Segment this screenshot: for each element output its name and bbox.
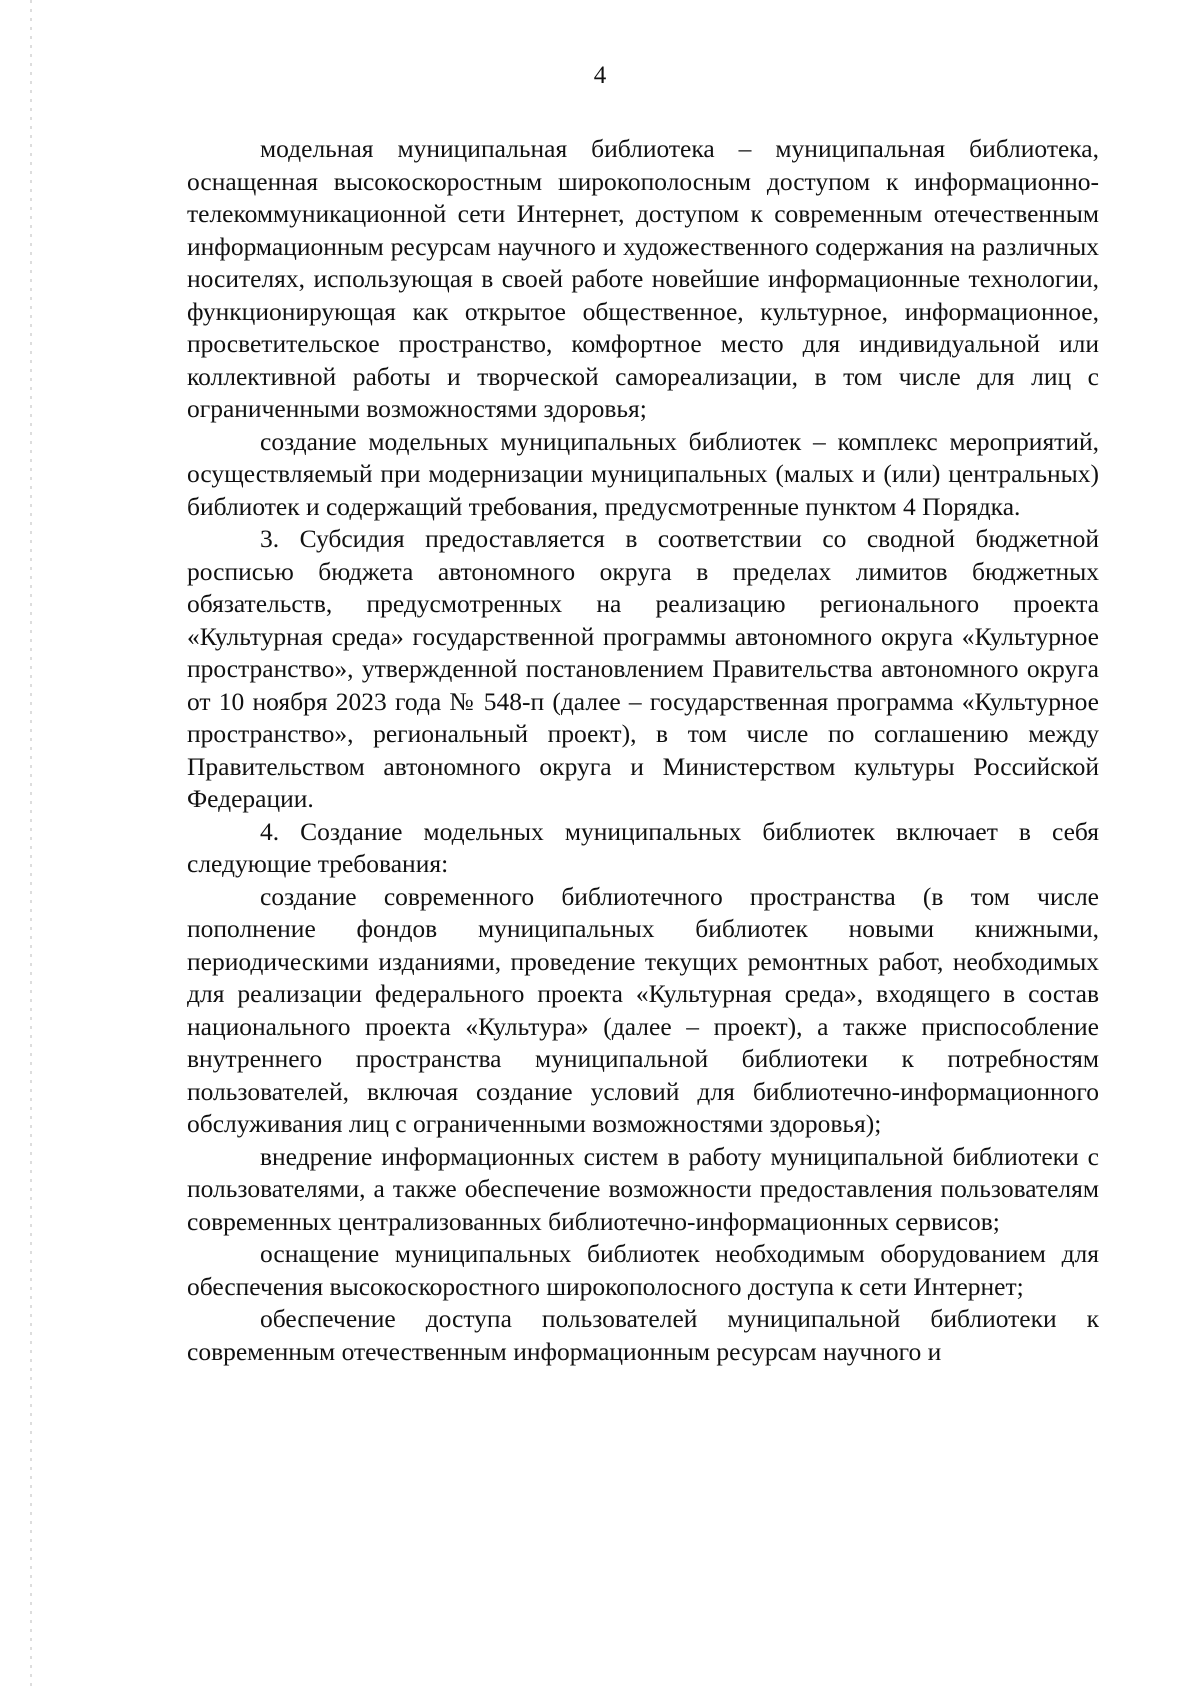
paragraph-item-4-requirements: 4. Создание модельных муниципальных библиотек включает в себя следующие требования: xyxy=(187,816,1099,878)
paragraph-requirement-information-systems: внедрение информационных систем в работу муниципальной библиотеки с пользователями, а также обеспечение возможности предоставления пользователям современных централизованных библиотечно-информационных сервисов; xyxy=(187,1141,1099,1236)
document-body xyxy=(187,133,1099,1368)
paragraph-creation-definition: создание модельных муниципальных библиотек – комплекс мероприятий, осуществляемый при модернизации муниципальных (малых и (или) центральных) библиотек и содержащий требования, предусмотренные пунктом 4 Порядка. xyxy=(187,426,1099,521)
paragraph-requirement-access: обеспечение доступа пользователей муниципальной библиотеки к современным отечественным информационным ресурсам научного и xyxy=(187,1304,1099,1366)
paragraph-requirement-equipment: оснащение муниципальных библиотек необходимым оборудованием для обеспечения высокоскоростного широкополосного доступа к сети Интернет; xyxy=(187,1239,1099,1301)
paragraph-model-library-definition: модельная муниципальная библиотека – муниципальная библиотека, оснащенная высокоскоростным широкополосным доступом к информационно-телекоммуникационной сети Интернет, доступом к современным отечественным информационным ресурсам научного и художественного содержания на различных носителях, использующая в своей работе новейшие информационные технологии, функционирующая как открытое общественное, культурное, информационное, просветительское пространство, комфортное место для индивидуальной или коллективной работы и творческой самореализации, в том числе для лиц с ограниченными возможностями здоровья; xyxy=(187,134,1099,423)
paragraph-requirement-library-space: создание современного библиотечного пространства (в том числе пополнение фондов муниципальных библиотек новыми книжными, периодическими изданиями, проведение текущих ремонтных работ, необходимых для реализации федерального проекта «Культурная среда», входящего в состав национального проекта «Культура» (далее – проект), а также приспособление внутреннего пространства муниципальной библиотеки к потребностям пользователей, включая создание условий для библиотечно-информационного обслуживания лиц с ограниченными возможностями здоровья); xyxy=(187,881,1099,1138)
paragraph-item-3-subsidy: 3. Субсидия предоставляется в соответствии со сводной бюджетной росписью бюджета автономного округа в пределах лимитов бюджетных обязательств, предусмотренных на реализацию регионального проекта «Культурная среда» государственной программы автономного округа «Культурное пространство», утвержденной постановлением Правительства автономного округа от 10 ноября 2023 года № 548-п (далее – государственная программа «Культурное пространство», региональный проект), в том числе по соглашению между Правительством автономного округа и Министерством культуры Российской Федерации. xyxy=(187,524,1099,813)
scan-edge-artifact xyxy=(30,0,32,1686)
page-number: 4 xyxy=(593,62,607,89)
